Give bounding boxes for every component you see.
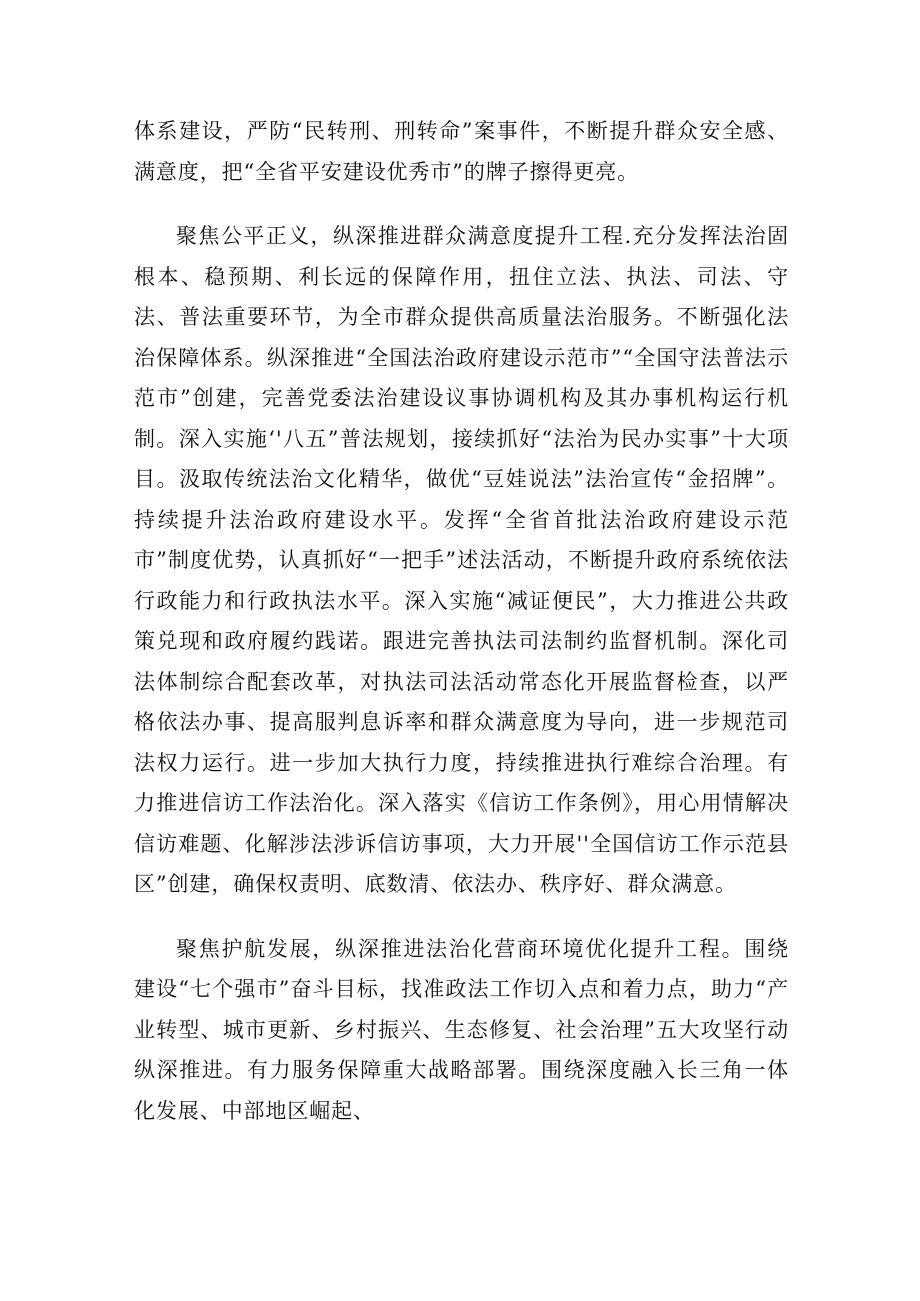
paragraph-2: 聚焦公平正义，纵深推进群众满意度提升工程.充分发挥法治固根本、稳预期、利长远的保障作用，扭住立法、执法、司法、守法、普法重要环节，为全市群众提供高质量法治服务。不断强化法治保障体系。纵深推进“全国法治政府建设示范市”“全国守法普法示范市”创建，完善党委法治建设议事协调机构及其办事机构运行机制。深入实施‘'八五”普法规划，接续抓好“法治为民办实事”十大项目。汲取传统法治文化精华，做优“豆娃说法”法治宣传“金招牌”。持续提升法治政府建设水平。发挥“全省首批法治政府建设示范市”制度优势，认真抓好“一把手”述法活动，不断提升政府系统依法行政能力和行政执法水平。深入实施“减证便民”，大力推进公共政策兑现和政府履约践诺。跟进完善执法司法制约监督机制。深化司法体制综合配套改革，对执法司法活动常态化开展监督检查，以严格依法办事、提高服判息诉率和群众满意度为导向，进一步规范司法权力运行。进一步加大执行力度，持续推进执行难综合治理。有力推进信访工作法治化。深入落实《信访工作条例》，用心用情解决信访难题、化解涉法涉诉信访事项，大力开展''全国信访工作示范县区”创建，确保权责明、底数清、依法办、秩序好、群众满意。 <box>134 224 789 896</box>
paragraph-1: 体系建设，严防“民转刑、刑转命”案事件，不断提升群众安全感、满意度，把“全省平安建设优秀市”的牌子擦得更亮。 <box>134 119 789 184</box>
paragraph-3: 聚焦护航发展，纵深推进法治化营商环境优化提升工程。围绕建设“七个强市”奋斗目标，找准政法工作切入点和着力点，助力“产业转型、城市更新、乡村振兴、生态修复、社会治理”五大攻坚行动纵深推进。有力服务保障重大战略部署。围绕深度融入长三角一体化发展、中部地区崛起、 <box>134 936 789 1123</box>
document-body <box>134 111 789 1155</box>
